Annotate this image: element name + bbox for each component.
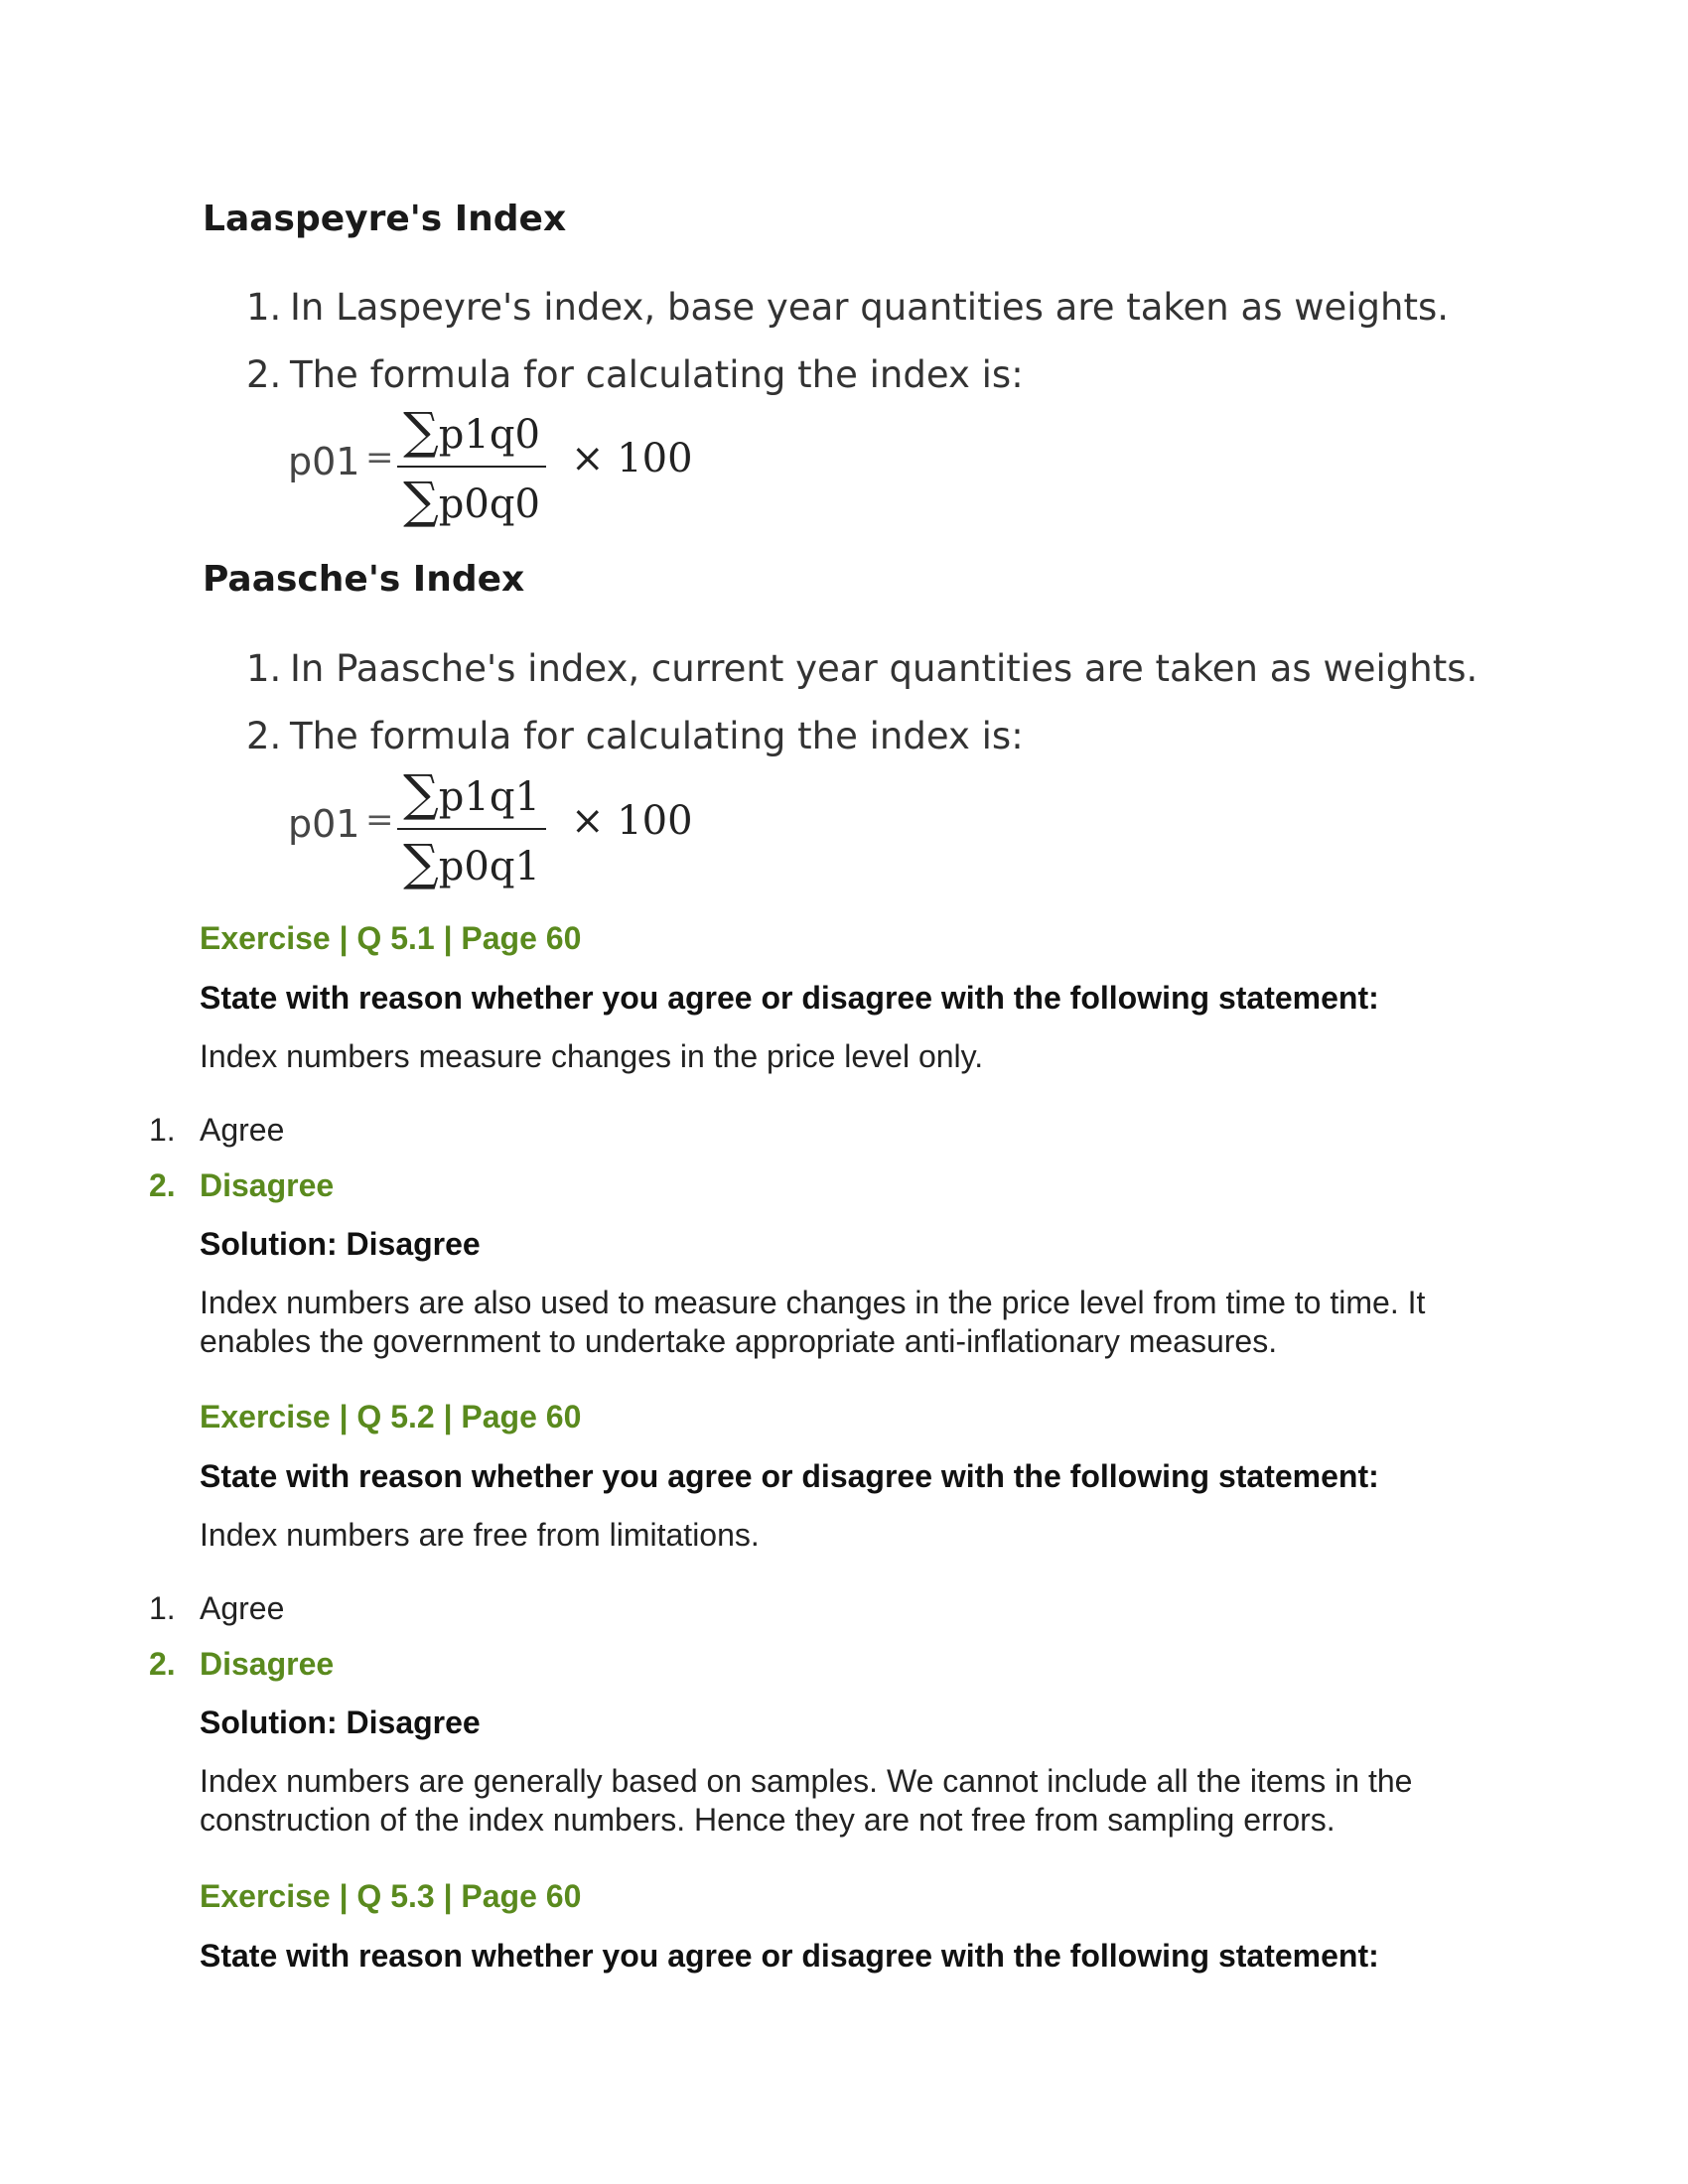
solution-title: Solution: Disagree	[200, 1226, 481, 1262]
paasche-item-2	[246, 715, 1024, 757]
solution-text: Index numbers are also used to measure changes in the price level from time to time. It enables the government to undertake appropriate anti-inflationary measures.	[200, 1285, 1426, 1359]
option-text: Agree	[200, 1112, 285, 1148]
formula-equals: =	[365, 800, 394, 840]
option-disagree[interactable]	[149, 1167, 334, 1204]
statement-text: Index numbers are free from limitations.	[200, 1517, 760, 1553]
sigma-icon: ∑	[403, 472, 439, 529]
list-number: 1.	[246, 286, 282, 329]
numerator-text: p1q0	[438, 412, 540, 458]
denominator-text: p0q1	[438, 844, 540, 889]
list-number: 1.	[246, 647, 282, 690]
option-text: Disagree	[200, 1167, 335, 1203]
statement-text: Index numbers measure changes in the price level only.	[200, 1038, 984, 1074]
laspeyres-item-1	[246, 286, 1449, 329]
formula-fraction	[397, 764, 546, 893]
option-number: 2.	[149, 1646, 176, 1682]
solution-text: Index numbers are generally based on samples. We cannot include all the items in the construction of the index numbers. Hence they are not free from sampling errors.	[200, 1763, 1413, 1838]
option-text: Disagree	[200, 1646, 335, 1682]
formula-numerator	[397, 764, 546, 824]
formula-multiplier: × 100	[571, 436, 693, 481]
solution-title: Solution: Disagree	[200, 1705, 481, 1740]
list-number: 2.	[246, 353, 282, 396]
option-agree[interactable]	[149, 1112, 284, 1149]
option-number: 2.	[149, 1167, 176, 1203]
exercise-label[interactable]: Exercise | Q 5.2 | Page 60	[200, 1399, 582, 1434]
formula-numerator	[397, 402, 546, 462]
formula-lhs: p01	[288, 802, 360, 846]
question-text: State with reason whether you agree or disagree with the following statement:	[200, 1938, 1379, 1974]
exercise-label[interactable]: Exercise | Q 5.1 | Page 60	[200, 920, 582, 956]
list-text: The formula for calculating the index is:	[290, 353, 1024, 396]
list-text: The formula for calculating the index is:	[290, 715, 1024, 757]
paasche-item-1	[246, 647, 1477, 690]
laspeyres-heading: Laaspeyre's Index	[203, 199, 567, 239]
formula-lhs: p01	[288, 440, 360, 483]
formula-denominator	[397, 834, 546, 893]
fraction-bar	[397, 466, 546, 468]
option-disagree[interactable]	[149, 1646, 334, 1683]
paasche-heading: Paasche's Index	[203, 559, 525, 600]
formula-multiplier: × 100	[571, 798, 693, 844]
option-number: 1.	[149, 1590, 176, 1626]
fraction-bar	[397, 828, 546, 830]
denominator-text: p0q0	[438, 481, 540, 527]
question-text: State with reason whether you agree or disagree with the following statement:	[200, 1458, 1379, 1494]
sigma-icon: ∑	[403, 834, 439, 891]
formula-fraction	[397, 402, 546, 531]
formula-equals: =	[365, 438, 394, 478]
laspeyres-formula	[288, 402, 725, 531]
numerator-text: p1q1	[438, 774, 540, 820]
exercise-label[interactable]: Exercise | Q 5.3 | Page 60	[200, 1878, 582, 1914]
list-text: In Paasche's index, current year quantities are taken as weights.	[290, 647, 1478, 690]
option-number: 1.	[149, 1112, 176, 1148]
sigma-icon: ∑	[403, 764, 439, 822]
option-text: Agree	[200, 1590, 285, 1626]
list-text: In Laspeyre's index, base year quantities are taken as weights.	[290, 286, 1450, 329]
paasche-formula	[288, 764, 725, 893]
sigma-icon: ∑	[403, 402, 439, 460]
option-agree[interactable]	[149, 1590, 284, 1627]
list-number: 2.	[246, 715, 282, 757]
laspeyres-item-2	[246, 353, 1024, 396]
formula-denominator	[397, 472, 546, 531]
question-text: State with reason whether you agree or disagree with the following statement:	[200, 980, 1379, 1016]
